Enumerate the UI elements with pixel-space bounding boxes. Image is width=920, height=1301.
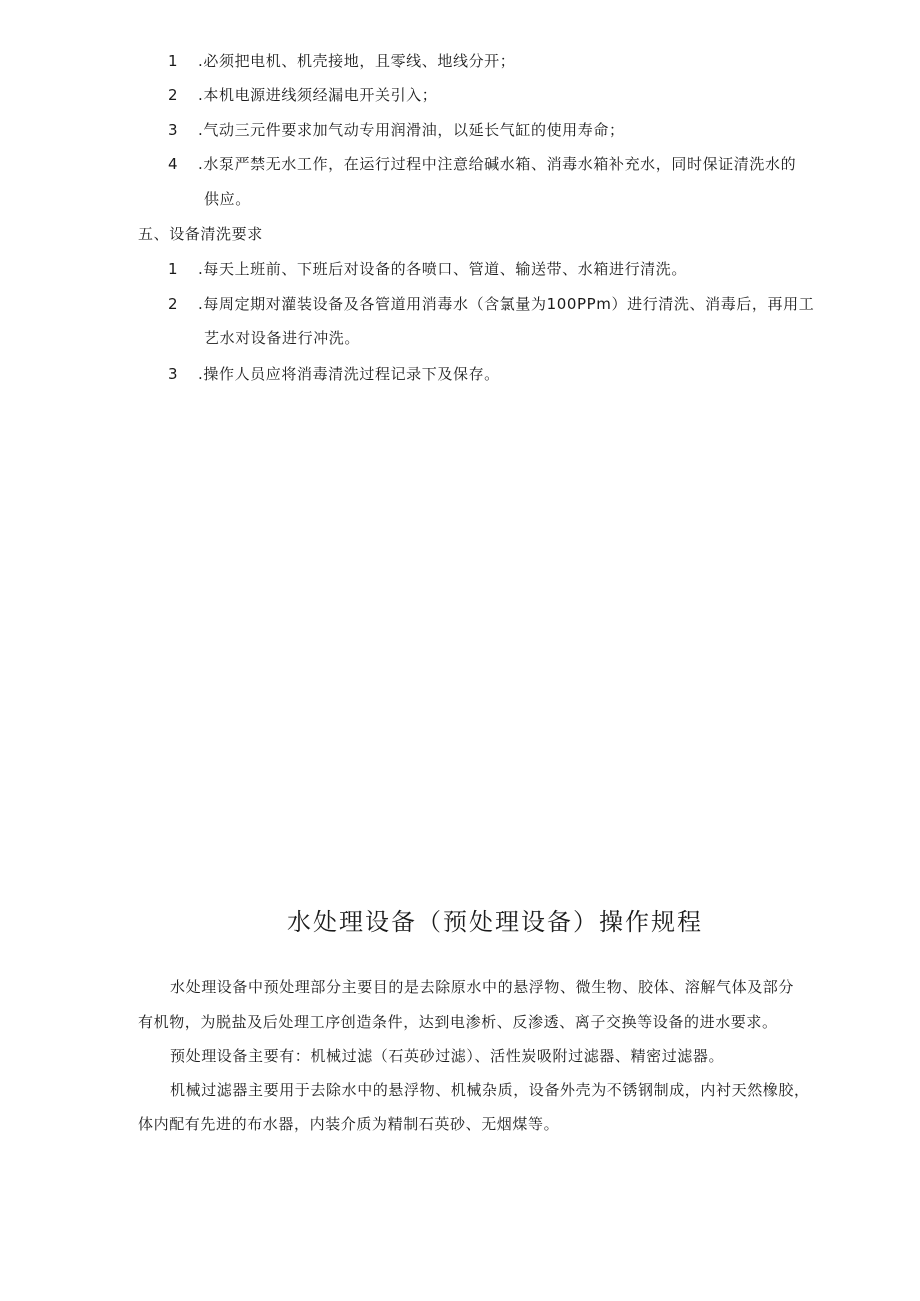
list-item-continuation: 供应。 [204,190,251,208]
item-number: 1 [168,52,179,70]
page-title: 水处理设备（预处理设备）操作规程 [287,908,703,936]
section-heading: 五、设备清洗要求 [138,225,263,243]
list-item [168,51,515,71]
item-number: 1 [168,260,179,278]
paragraph-line: 水处理设备中预处理部分主要目的是去除原水中的悬浮物、微生物、胶体、溶解气体及部分 [170,978,795,996]
list-item [168,294,814,314]
item-text: .水泵严禁无水工作，在运行过程中注意给碱水箱、消毒水箱补充水，同时保证清洗水的 [198,155,797,173]
item-number: 3 [168,121,179,139]
paragraph-line: 有机物，为脱盐及后处理工序创造条件，达到电渗析、反渗透、离子交换等设备的进水要求。 [138,1013,778,1031]
paragraph-line: 预处理设备主要有：机械过滤（石英砂过滤）、活性炭吸附过滤器、精密过滤器。 [170,1047,725,1065]
item-number: 4 [168,155,179,173]
item-text: .操作人员应将消毒清洗过程记录下及保存。 [198,365,500,383]
paragraph-line: 体内配有先进的布水器，内装介质为精制石英砂、无烟煤等。 [138,1115,560,1133]
item-text: .每天上班前、下班后对设备的各喷口、管道、输送带、水箱进行清洗。 [198,260,687,278]
list-item [168,85,437,105]
item-text: .气动三元件要求加气动专用润滑油，以延长气缸的使用寿命； [198,121,625,139]
paragraph-line: 机械过滤器主要用于去除水中的悬浮物、机械杂质，设备外壳为不锈钢制成，内衬天然橡胶， [170,1081,810,1099]
list-item [168,120,625,140]
item-text: .每周定期对灌装设备及各管道用消毒水（含氯量为100PPm）进行清洗、消毒后，再用工 [198,295,815,313]
item-text: .必须把电机、机壳接地，且零线、地线分开； [198,52,516,70]
item-number: 2 [168,295,179,313]
item-text: .本机电源进线须经漏电开关引入； [198,86,438,104]
list-item [168,154,796,174]
item-number: 3 [168,365,179,383]
list-item-continuation: 艺水对设备进行冲洗。 [204,329,361,347]
item-number: 2 [168,86,179,104]
list-item [168,364,500,384]
list-item [168,259,687,279]
